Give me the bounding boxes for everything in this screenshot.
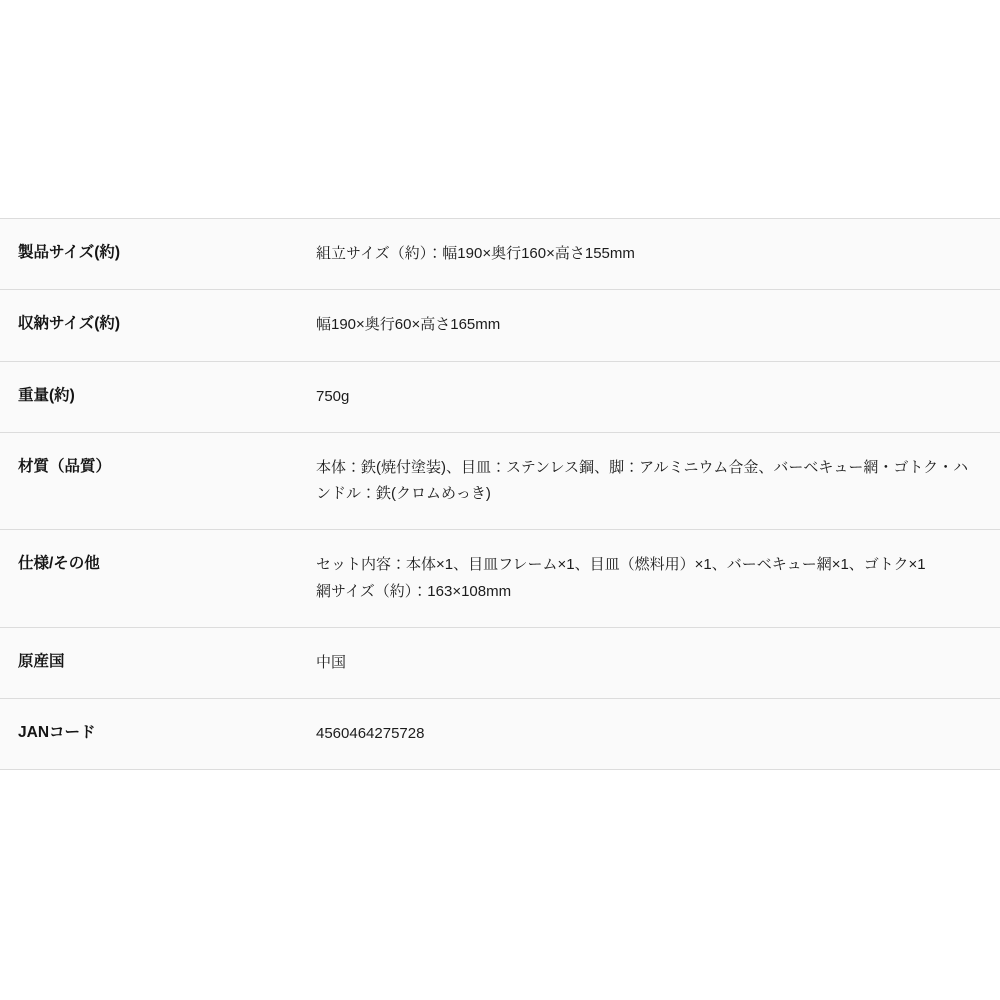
spec-value-line: 中国 xyxy=(316,653,347,671)
spec-value-line: セット内容：本体×1、目皿フレーム×1、目皿（燃料用）×1、バーベキュー網×1、ゴトク×1 xyxy=(316,556,926,574)
spec-value-line: 幅190×奥行60×高さ165mm xyxy=(316,316,501,334)
table-row xyxy=(0,530,1000,628)
spec-value-line: 本体：鉄(焼付塗装)、目皿：ステンレス鋼、脚：アルミニウム合金、バーベキュー網・ゴトク・ハンドル：鉄(クロムめっき) xyxy=(316,458,969,502)
spec-value xyxy=(300,432,1000,530)
spec-value-line: 組立サイズ（約）：幅190×奥行160×高さ155mm xyxy=(316,245,635,262)
specification-table xyxy=(0,218,1000,770)
spec-value xyxy=(300,530,1000,628)
spec-value-line: 網サイズ（約）：163×108mm xyxy=(316,582,512,600)
spec-value-line: 750g xyxy=(316,387,350,405)
spec-value xyxy=(300,219,1000,290)
spec-label: 仕様/その他 xyxy=(0,530,300,628)
spec-label: 収納サイズ(約) xyxy=(0,290,300,361)
spec-label: 材質（品質） xyxy=(0,432,300,530)
spec-value xyxy=(300,627,1000,698)
table-row xyxy=(0,219,1000,290)
table-row xyxy=(0,361,1000,432)
spec-label: 重量(約) xyxy=(0,361,300,432)
table-row xyxy=(0,699,1000,770)
table-row xyxy=(0,290,1000,361)
table-row xyxy=(0,432,1000,530)
spec-value xyxy=(300,699,1000,770)
spec-label: 製品サイズ(約) xyxy=(0,219,300,290)
spec-label: JANコード xyxy=(0,699,300,770)
spec-table-body xyxy=(0,219,1000,770)
spec-value-line: 4560464275728 xyxy=(316,725,425,742)
spec-table-container xyxy=(0,218,1000,770)
table-row xyxy=(0,627,1000,698)
spec-value xyxy=(300,361,1000,432)
spec-label: 原産国 xyxy=(0,627,300,698)
spec-value xyxy=(300,290,1000,361)
